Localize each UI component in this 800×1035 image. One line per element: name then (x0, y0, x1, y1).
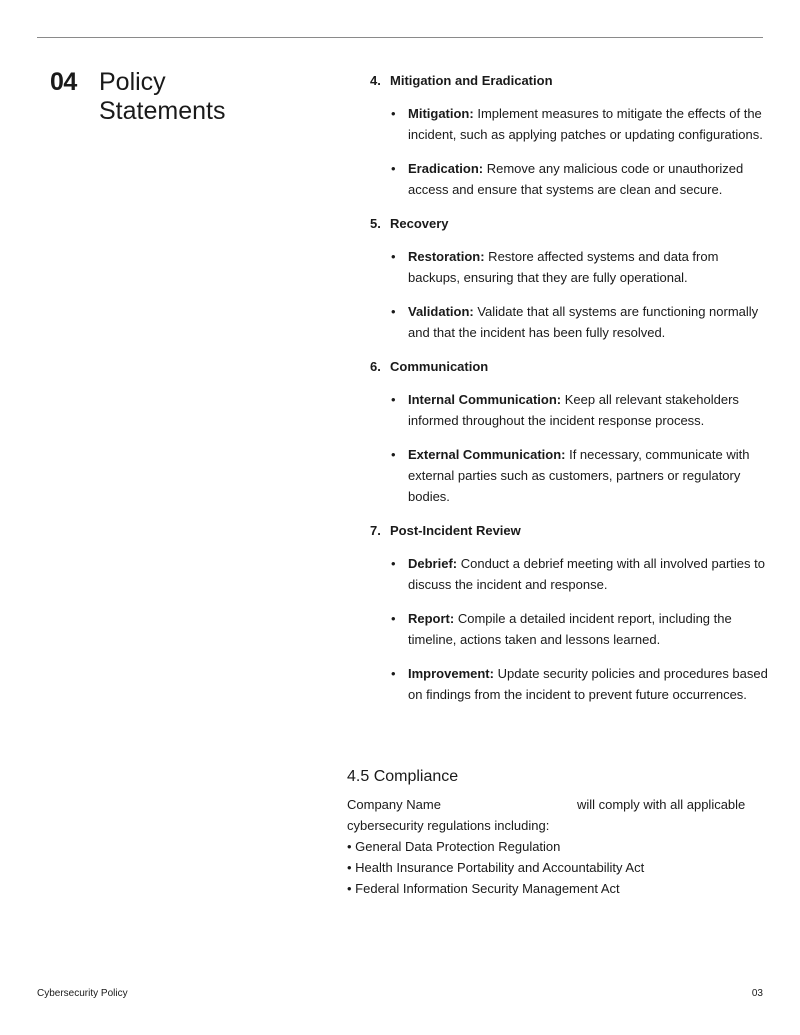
regulation-item: • Health Insurance Portability and Accountability Act (347, 860, 645, 875)
step-heading (370, 356, 770, 377)
list-item (391, 103, 770, 145)
item-text: Update security policies and procedures based on findings from the incident to prevent future occurrences. (408, 666, 768, 702)
step-number: 4. (370, 73, 381, 88)
step (370, 70, 770, 200)
item-text: Implement measures to mitigate the effects of the incident, such as applying patches or updating configurations. (408, 106, 763, 142)
item-text: Restore affected systems and data from backups, ensuring that they are fully operational. (408, 249, 719, 285)
incident-steps (370, 70, 770, 718)
step-items (370, 103, 770, 200)
step-title: Post-Incident Review (390, 523, 521, 538)
step-title: Mitigation and Eradication (390, 73, 553, 88)
footer-document-title: Cybersecurity Policy (37, 988, 128, 999)
step-items (370, 389, 770, 507)
item-text: Conduct a debrief meeting with all involved parties to discuss the incident and response. (408, 556, 765, 592)
step-number: 5. (370, 216, 381, 231)
item-term: Eradication: (408, 161, 484, 176)
item-term: Internal Communication: (408, 392, 562, 407)
item-text: If necessary, communicate with external parties such as customers, partners or regulatory bodies. (408, 447, 750, 504)
step-number: 6. (370, 359, 381, 374)
step (370, 520, 770, 705)
compliance-line2: cybersecurity regulations including: (347, 818, 550, 833)
list-item (391, 663, 770, 705)
list-item (391, 608, 770, 650)
step-items (370, 553, 770, 705)
item-term: External Communication: (408, 447, 566, 462)
regulation-item: • Federal Information Security Management Act (347, 881, 620, 896)
company-name-blank (441, 794, 577, 815)
list-item (391, 553, 770, 595)
step-heading (370, 520, 770, 541)
item-text: Validate that all systems are functioning normally and that the incident has been fully resolved. (408, 304, 759, 340)
compliance-heading: 4.5 Compliance (347, 768, 459, 785)
section-number: 04 (50, 68, 77, 96)
top-divider (37, 37, 763, 38)
item-text: Keep all relevant stakeholders informed throughout the incident response process. (408, 392, 739, 428)
list-item (391, 389, 770, 431)
compliance-line1: will comply with all applicable (576, 797, 746, 812)
step-number: 7. (370, 523, 381, 538)
step (370, 356, 770, 507)
step-title: Communication (390, 359, 489, 374)
step-heading (370, 70, 770, 91)
step-heading (370, 213, 770, 234)
item-text: Remove any malicious code or unauthorized access and ensure that systems are clean and secure. (408, 161, 744, 197)
item-term: Restoration: (408, 249, 485, 264)
item-term: Validation: (408, 304, 474, 319)
list-item (391, 301, 770, 343)
item-text: Compile a detailed incident report, including the timeline, actions taken and lessons learned. (408, 611, 732, 647)
item-term: Report: (408, 611, 455, 626)
footer-page-number: 03 (751, 988, 763, 999)
company-name: Company Name (347, 797, 441, 812)
regulation-item: • General Data Protection Regulation (347, 839, 561, 854)
list-item (391, 444, 770, 507)
step-items (370, 246, 770, 343)
item-term: Improvement: (408, 666, 494, 681)
list-item (391, 246, 770, 288)
item-term: Debrief: (408, 556, 458, 571)
list-item (391, 158, 770, 200)
section-title: Policy Statements (99, 68, 226, 125)
item-term: Mitigation: (408, 106, 474, 121)
step (370, 213, 770, 343)
step-title: Recovery (390, 216, 449, 231)
compliance-statement (347, 794, 767, 815)
compliance-section (347, 766, 767, 899)
